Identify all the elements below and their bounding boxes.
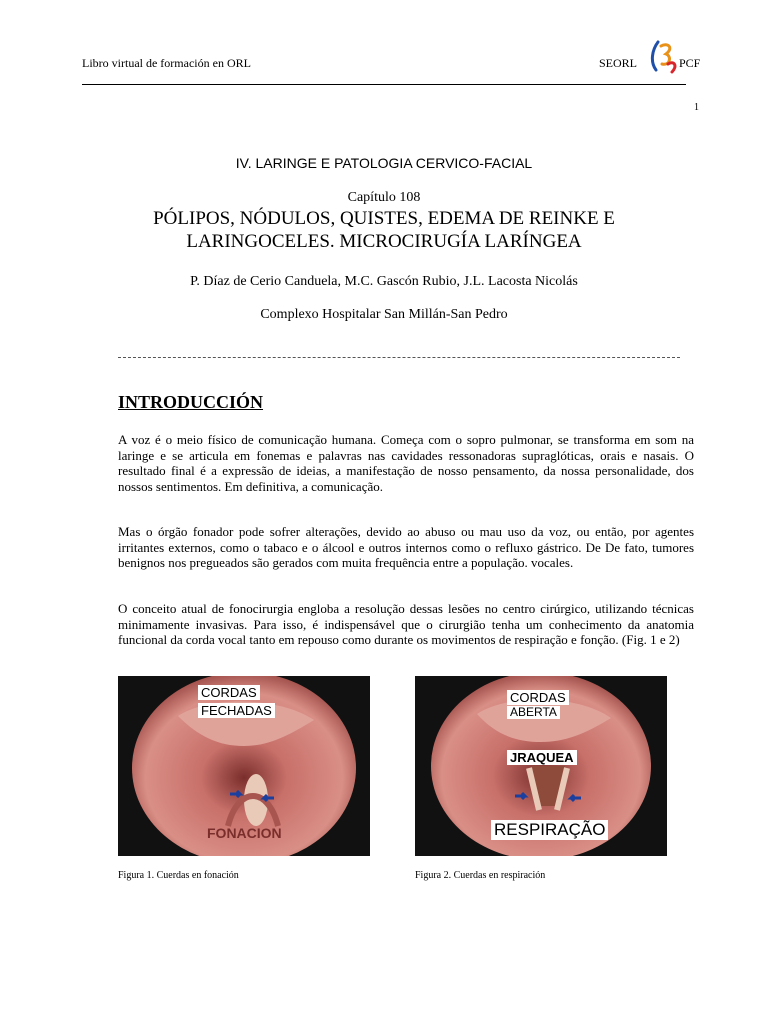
header-divider	[82, 84, 686, 85]
figure-2-caption: Figura 2. Cuerdas en respiración	[415, 870, 546, 881]
section-title: IV. LARINGE E PATOLOGIA CERVICO-FACIAL	[235, 155, 533, 171]
figure-2-label-cordas: CORDAS	[507, 690, 569, 705]
intro-heading: INTRODUCCIÓN	[118, 392, 264, 412]
seorl-logo	[648, 40, 680, 82]
figure-2-image	[415, 676, 667, 856]
paragraph-2: Mas o órgão fonador pode sofrer alterações, devido ao abuso ou mau uso da voz, ou então, por agentes irritantes externos, como o tabaco e o álcool e outros internos como o refluxo gástrico. De De fato, tumores benignos nos pregueados são gerados com muita frequência entre a população. vocales.	[118, 524, 694, 570]
figure-1-label-fechadas: FECHADAS	[198, 703, 275, 718]
figure-1-label-cordas: CORDAS	[198, 685, 260, 700]
figure-2-label-respiracao: RESPIRAÇÃO	[491, 820, 608, 840]
figure-1-caption: Figura 1. Cuerdas en fonación	[118, 870, 239, 881]
page-number: 1	[694, 102, 699, 113]
paragraph-3: O conceito atual de fonocirurgia engloba a resolução dessas lesões no centro cirúrgico, utilizando técnicas minimamente invasivas. Para isso, é indispensável que o cirurgião tenha um conhecimento da anatomia funcional da corda vocal tanto em repouso como durante os movimentos de respiração e fonção. (Fig. 1 e 2)	[118, 601, 694, 647]
hospital: Complexo Hospitalar San Millán-San Pedro	[260, 307, 508, 322]
authors: P. Díaz de Cerio Canduela, M.C. Gascón Rubio, J.L. Lacosta Nicolás	[190, 274, 578, 289]
figure-1-label-fonacion: FONACION	[207, 825, 282, 841]
figure-2-label-aberta: ABERTA	[507, 706, 560, 719]
chapter-title-line-2: LARINGOCELES. MICROCIRUGÍA LARÍNGEA	[186, 231, 582, 252]
logo-suffix: PCF	[679, 56, 701, 70]
figure-1-image	[118, 676, 370, 856]
paragraph-1: A voz é o meio físico de comunicação humana. Começa com o sopro pulmonar, se transforma em som na laringe e se articula em fonemas e palavras nas cavidades ressonadoras supraglóticas, orais e nasais. O resultado final é a expressão de ideias, a manifestação de nosso pensamento, da nossa personalidade, dos nossos sentimentos. Em definitiva, a comunicação.	[118, 432, 694, 494]
book-title: Libro virtual de formación en ORL	[82, 56, 251, 70]
chapter-number: Capítulo 108	[347, 190, 421, 205]
figure-2-label-jraquea: JRAQUEA	[507, 750, 577, 765]
chapter-title	[0, 207, 768, 253]
section-separator	[118, 357, 680, 358]
org-name: SEORL	[599, 56, 638, 70]
chapter-title-line-1: PÓLIPOS, NÓDULOS, QUISTES, EDEMA DE REINKE E	[153, 208, 615, 229]
